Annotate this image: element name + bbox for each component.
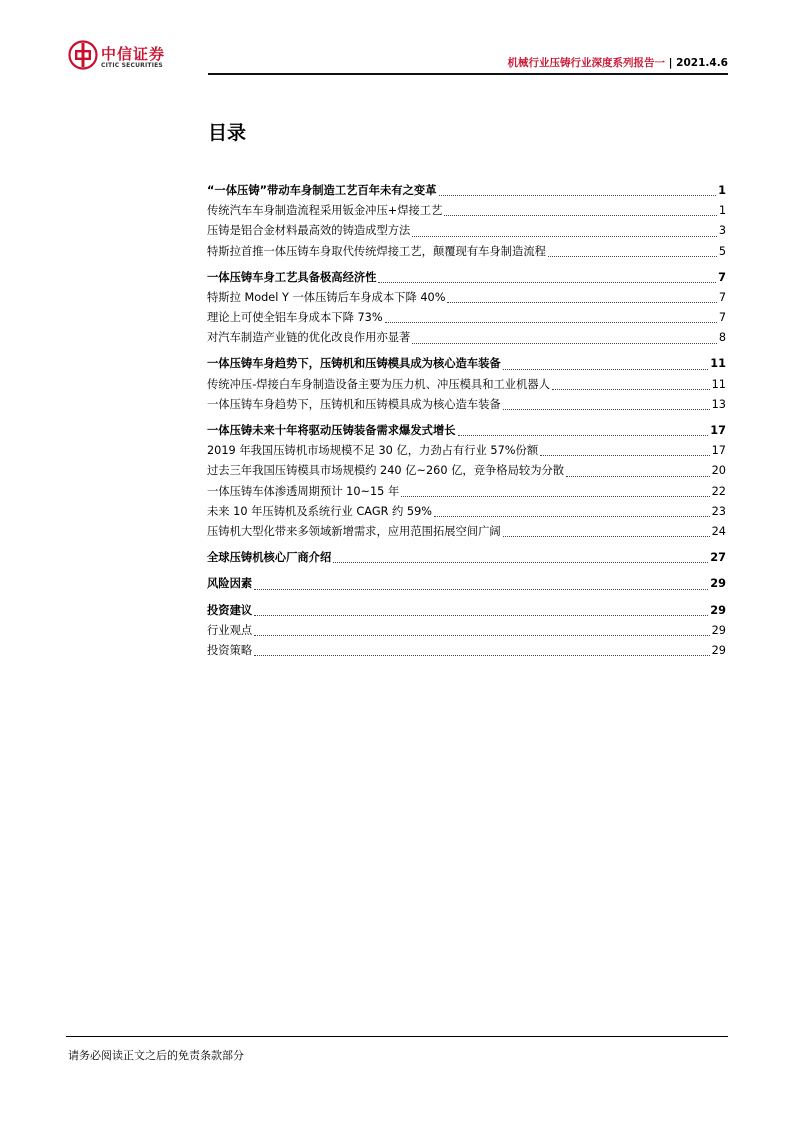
toc-leader-dots xyxy=(548,256,717,257)
toc-page-number: 17 xyxy=(710,424,726,438)
toc-page-number: 11 xyxy=(711,377,726,391)
toc-page-number: 1 xyxy=(718,204,726,218)
toc-entry-title: 行业观点 xyxy=(207,623,253,637)
toc-page-number: 23 xyxy=(711,504,726,518)
toc-entry-title: 传统汽车车身制造流程采用钣金冲压+焊接工艺 xyxy=(207,204,443,218)
toc-heading-entry[interactable] xyxy=(207,601,726,621)
toc-entry-title: 风险因素 xyxy=(207,577,253,591)
toc-leader-dots xyxy=(385,322,717,323)
toc-section xyxy=(207,548,726,568)
toc-page-number: 22 xyxy=(711,484,726,498)
header-separator: | xyxy=(668,57,673,69)
toc-subentry[interactable] xyxy=(207,328,726,348)
toc-page-number: 13 xyxy=(711,397,726,411)
toc-page-number: 27 xyxy=(710,551,726,565)
page-header xyxy=(68,40,728,76)
toc-subentry[interactable] xyxy=(207,441,726,461)
toc-page-number: 11 xyxy=(710,357,726,371)
toc-subentry[interactable] xyxy=(207,621,726,641)
toc-entry-title: 一体压铸车身趋势下，压铸机和压铸模具成为核心造车装备 xyxy=(207,357,501,371)
toc-page-number: 29 xyxy=(710,577,726,591)
toc-entry-title: 投资策略 xyxy=(207,643,253,657)
toc-leader-dots xyxy=(434,516,710,517)
logo-chinese-name: 中信证券 xyxy=(101,45,166,63)
toc-entry-title: 全球压铸机核心厂商介绍 xyxy=(207,551,332,565)
toc-section xyxy=(207,355,726,416)
toc-leader-dots xyxy=(503,369,709,370)
toc-leader-dots xyxy=(503,409,710,410)
toc-subentry[interactable] xyxy=(207,201,726,221)
report-series-title: 机械行业压铸行业深度系列报告一 xyxy=(507,57,666,69)
toc-entry-title: 特斯拉 Model Y 一体压铸后车身成本下降 40% xyxy=(207,290,446,304)
header-divider xyxy=(208,73,728,75)
toc-leader-dots xyxy=(401,496,709,497)
toc-entry-title: 过去三年我国压铸模具市场规模约 240 亿~260 亿，竞争格局较为分散 xyxy=(207,464,565,478)
toc-leader-dots xyxy=(412,236,716,237)
toc-page-number: 3 xyxy=(718,224,726,238)
citic-logo xyxy=(68,40,178,74)
footer-disclaimer: 请务必阅读正文之后的免责条款部分 xyxy=(68,1049,244,1062)
toc-entry-title: 一体压铸车体渗透周期预计 10~15 年 xyxy=(207,484,400,498)
toc-heading-entry[interactable] xyxy=(207,268,726,288)
toc-subentry[interactable] xyxy=(207,461,726,481)
toc-heading-entry[interactable] xyxy=(207,421,726,441)
toc-section xyxy=(207,268,726,349)
toc-leader-dots xyxy=(254,655,709,656)
toc-leader-dots xyxy=(540,455,709,456)
toc-leader-dots xyxy=(412,343,716,344)
toc-leader-dots xyxy=(333,562,708,563)
footer-divider xyxy=(66,1036,728,1037)
toc-heading-entry[interactable] xyxy=(207,574,726,594)
toc-page-number: 7 xyxy=(718,270,726,284)
toc-heading-entry[interactable] xyxy=(207,181,726,201)
toc-subentry[interactable] xyxy=(207,308,726,328)
toc-page-number: 29 xyxy=(710,603,726,617)
toc-entry-title: 一体压铸车身工艺具备极高经济性 xyxy=(207,270,377,284)
toc-leader-dots xyxy=(254,635,709,636)
toc-leader-dots xyxy=(447,302,716,303)
toc-leader-dots xyxy=(444,215,716,216)
toc-page-number: 29 xyxy=(711,643,726,657)
toc-subentry[interactable] xyxy=(207,482,726,502)
toc-entry-title: 一体压铸车身趋势下，压铸机和压铸模具成为核心造车装备 xyxy=(207,397,501,411)
toc-page-number: 7 xyxy=(718,311,726,325)
page-title: 目录 xyxy=(208,122,247,144)
report-tag xyxy=(508,55,728,70)
toc-subentry[interactable] xyxy=(207,502,726,522)
toc-page-number: 20 xyxy=(711,464,726,478)
toc-entry-title: 特斯拉首推一体压铸车身取代传统焊接工艺，颠覆现有车身制造流程 xyxy=(207,244,546,258)
toc-subentry[interactable] xyxy=(207,395,726,415)
toc-entry-title: 理论上可使全铝车身成本下降 73% xyxy=(207,311,383,325)
citic-logo-icon xyxy=(68,40,98,70)
report-date: 2021.4.6 xyxy=(676,57,728,69)
toc-entry-title: 压铸机大型化带来多领域新增需求，应用范围拓展空间广阔 xyxy=(207,524,501,538)
toc-section xyxy=(207,421,726,542)
toc-page-number: 17 xyxy=(711,444,726,458)
toc-leader-dots xyxy=(566,476,710,477)
toc-leader-dots xyxy=(439,195,717,196)
toc-entry-title: 对汽车制造产业链的优化改良作用亦显著 xyxy=(207,331,411,345)
toc-leader-dots xyxy=(254,589,708,590)
toc-entry-title: 压铸是铝合金材料最高效的铸造成型方法 xyxy=(207,224,411,238)
toc-section xyxy=(207,601,726,662)
toc-subentry[interactable] xyxy=(207,242,726,262)
toc-subentry[interactable] xyxy=(207,221,726,241)
toc-page-number: 1 xyxy=(718,183,726,197)
toc-leader-dots xyxy=(503,536,710,537)
logo-english-name: CITIC SECURITIES xyxy=(101,62,163,69)
toc-heading-entry[interactable] xyxy=(207,355,726,375)
toc-subentry[interactable] xyxy=(207,288,726,308)
toc-page-number: 29 xyxy=(711,623,726,637)
toc-entry-title: 2019 年我国压铸机市场规模不足 30 亿，力劲占有行业 57%份额 xyxy=(207,444,539,458)
toc-entry-title: 未来 10 年压铸机及系统行业 CAGR 约 59% xyxy=(207,504,433,518)
toc-subentry[interactable] xyxy=(207,641,726,661)
toc-entry-title: 投资建议 xyxy=(207,603,253,617)
toc-leader-dots xyxy=(378,282,716,283)
toc-page-number: 8 xyxy=(718,331,726,345)
table-of-contents xyxy=(207,181,726,667)
toc-leader-dots xyxy=(458,435,709,436)
toc-subentry[interactable] xyxy=(207,522,726,542)
toc-section xyxy=(207,181,726,262)
toc-section xyxy=(207,574,726,594)
toc-heading-entry[interactable] xyxy=(207,548,726,568)
toc-leader-dots xyxy=(254,615,708,616)
toc-subentry[interactable] xyxy=(207,375,726,395)
toc-entry-title: “一体压铸”带动车身制造工艺百年未有之变革 xyxy=(207,183,437,197)
toc-page-number: 5 xyxy=(718,244,726,258)
toc-entry-title: 一体压铸未来十年将驱动压铸装备需求爆发式增长 xyxy=(207,424,456,438)
toc-page-number: 24 xyxy=(711,524,726,538)
toc-entry-title: 传统冲压-焊接白车身制造设备主要为压力机、冲压模具和工业机器人 xyxy=(207,377,550,391)
toc-leader-dots xyxy=(552,389,710,390)
toc-page-number: 7 xyxy=(718,290,726,304)
